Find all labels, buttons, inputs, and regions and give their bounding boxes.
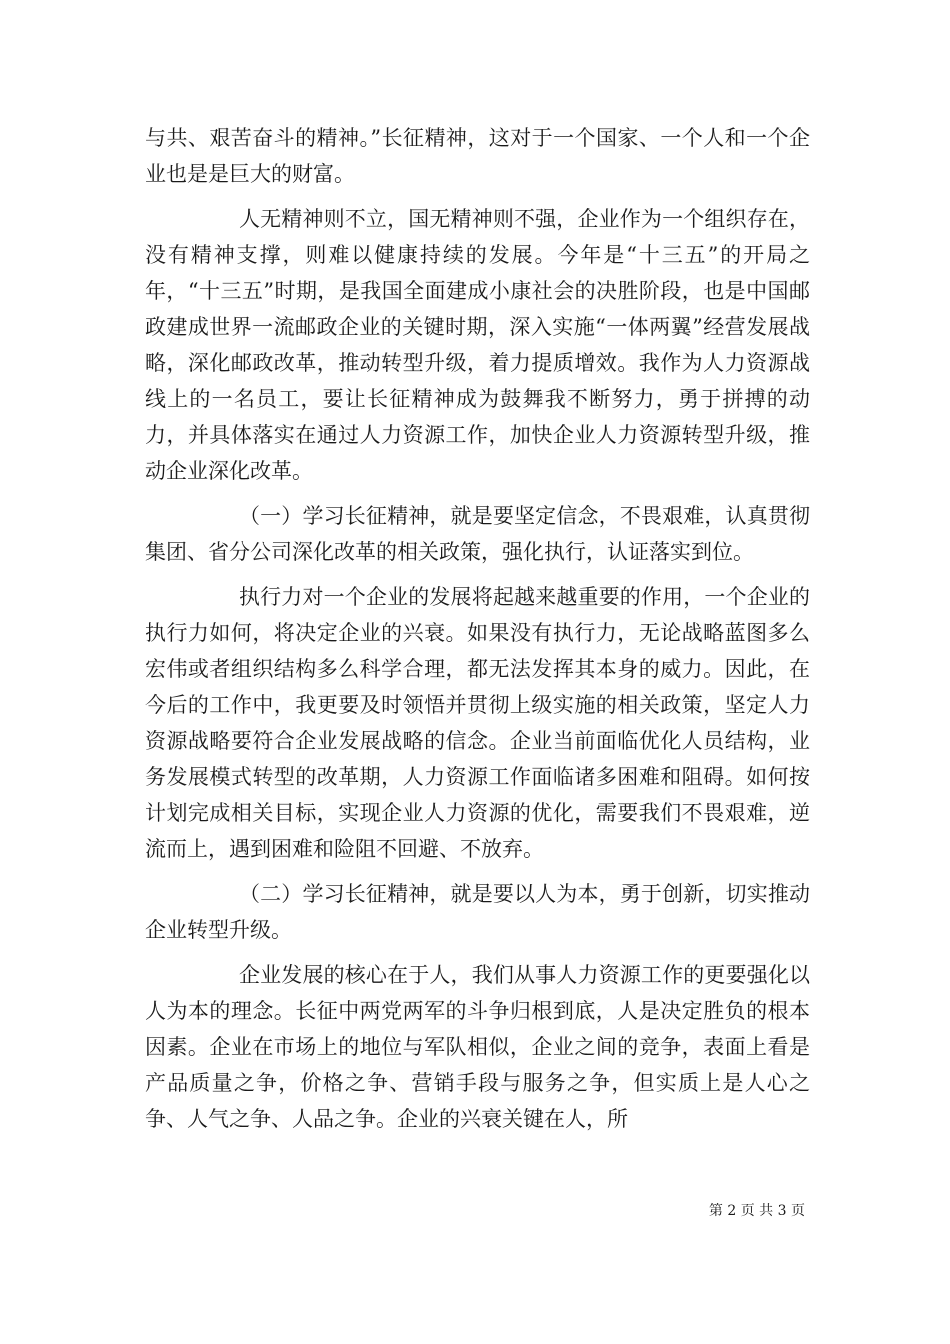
document-body <box>145 120 810 1137</box>
page-number-footer: 第 2 页 共 3 页 <box>708 1203 805 1219</box>
section-heading-two: （二）学习长征精神，就是要以人为本，勇于创新，切实推动企业转型升级。 <box>145 882 810 942</box>
paragraph-spirit: 人无精神则不立，国无精神则不强，企业作为一个组织存在，没有精神支撑，则难以健康持续的发展。今年是“十三五”的开局之年，“十三五”时期，是我国全面建成小康社会的决胜阶段，也是中国邮政建成世界一流邮政企业的关键时期，深入实施“一体两翼”经营发展战略，深化邮政改革，推动转型升级，着力提质增效。我作为人力资源战线上的一名员工，要让长征精神成为鼓舞我不断努力，勇于拼搏的动力，并具体落实在通过人力资源工作，加快企业人力资源转型升级，推动企业深化改革。 <box>145 207 810 483</box>
section-heading-one: （一）学习长征精神，就是要坚定信念，不畏艰难，认真贯彻集团、省分公司深化改革的相关政策，强化执行，认证落实到位。 <box>145 504 810 564</box>
paragraph-continuation: 与共、艰苦奋斗的精神。”长征精神，这对于一个国家、一个人和一个企业也是是巨大的财富。 <box>145 126 810 186</box>
paragraph-execution: 执行力对一个企业的发展将起越来越重要的作用，一个企业的执行力如何，将决定企业的兴衰。如果没有执行力，无论战略蓝图多么宏伟或者组织结构多么科学合理，都无法发挥其本身的威力。因此，在今后的工作中，我更要及时领悟并贯彻上级实施的相关政策，坚定人力资源战略要符合企业发展战略的信念。企业当前面临优化人员结构，业务发展模式转型的改革期，人力资源工作面临诸多困难和阻碍。如何按计划完成相关目标，实现企业人力资源的优化，需要我们不畏艰难，逆流而上，遇到困难和险阻不回避、不放弃。 <box>145 585 810 861</box>
paragraph-people: 企业发展的核心在于人，我们从事人力资源工作的更要强化以人为本的理念。长征中两党两军的斗争归根到底，人是决定胜负的根本因素。企业在市场上的地位与军队相似，企业之间的竞争，表面上看是产品质量之争，价格之争、营销手段与服务之争，但实质上是人心之争、人气之争、人品之争。企业的兴衰关键在人，所 <box>145 963 810 1131</box>
